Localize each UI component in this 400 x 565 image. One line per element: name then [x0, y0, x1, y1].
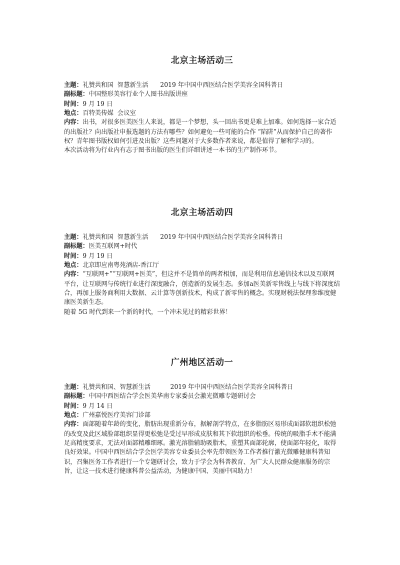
field-value: 医美互联网+时代: [88, 243, 138, 251]
field-label: 内容：: [64, 271, 83, 279]
field-label: 副标题：: [64, 243, 89, 251]
field-value: 百特美传媒 会议室: [82, 110, 136, 118]
field-label: 时间：: [64, 252, 83, 260]
field-label: 内容：: [64, 119, 83, 127]
subtitle-row: [64, 90, 340, 99]
section-title: 广州地区活动一: [170, 358, 234, 368]
field-value: 面部随着年龄的变化，脂肪出现重新分布，据解剖学特点，在多脂肪区易形成面部软组织松弛的改变及此区域脸部组织显得更松弛是受过早形成皮肤和其下软组织的松垂。传统的吸脂手术不能满足高精度要求，无法对面部精雕细琢。激光溶脂辅助吸脂术，重塑其面部轮廓，使面部年轻化，取得良好效果。中国中西医结合学会医学美容专业委员会率先带领医务工作者推行激光微雕健康科普知识，召集医务工作者进行一个专题研讨会，致力于学会为科普教育、为广大人民群众健康服务的宗旨，让这一技术进行健康科普公益活动，为健康中国、美丽中国助力！: [64, 421, 337, 476]
field-label: 内容：: [64, 421, 83, 429]
subtitle-row: [64, 392, 340, 401]
section-title: 北京主场活动三: [170, 56, 234, 66]
location-row: [64, 261, 340, 270]
field-value: 礼赞共和国 智慧新生活 2019 年中国中西医结合医学美容全国科普日: [82, 82, 284, 89]
time-row: [64, 402, 340, 411]
extra-paragraph: 随着 5G 时代到来一个新的时代，一个冲未见过的精彩世界！: [64, 308, 232, 316]
section-beijing-3: [64, 54, 340, 156]
extra-paragraph: 本次活动将为行业内有志于图书出版的医生们详细讲述一本书的生产制作环节。: [64, 147, 281, 155]
content-row: [64, 270, 340, 307]
theme-row: [64, 233, 340, 242]
field-label: 地点：: [64, 110, 83, 118]
field-label: 时间：: [64, 402, 83, 410]
field-value: 中国整形美容行业个人图书出版讲座: [88, 91, 188, 99]
location-row: [64, 109, 340, 118]
field-value: “互联网+”“互联网+医美”，但这并不是简单的两者相加，而是利用信息通信技术以及互联网平台，让互联网与传统行业进行深度融合，创造新的发展生态。多加a医美新零售线上与线下将深度结合，再加上服务商利用大数据、云计算等创新技术，构成了新零售的概念。实现财税法保理参维度健康医美新生态。: [64, 271, 340, 307]
section-title: 北京主场活动四: [170, 208, 234, 218]
field-value: 礼赞共和国 智慧新生活 2019 年中国中西医结合医学美容全国科普日: [82, 234, 284, 241]
content-row: [64, 420, 340, 476]
content-row: [64, 118, 340, 146]
field-value: 广州嘉悦医疗美容门诊部: [82, 412, 151, 420]
field-label: 主题：: [64, 384, 83, 391]
field-label: 主题：: [64, 234, 83, 241]
field-label: 副标题：: [64, 393, 89, 401]
location-row: [64, 411, 340, 420]
field-value: 9 月 19 日: [82, 100, 113, 108]
field-label: 地点：: [64, 412, 83, 420]
field-value: 礼赞共和国、智慧新生活 2019 年中国中西医结合医学美容全国科普日: [82, 384, 294, 391]
field-value: 中国中西医结合学会医美华南专家委员会激光微雕专题研讨会: [88, 393, 256, 401]
field-value: 北京即应南粤苑酒店-香江厅: [82, 262, 159, 270]
field-label: 地点：: [64, 262, 83, 270]
field-value: 出书，对很多医美医生人来说，都是一个梦想，头一回出书更是难上加难。如何选择一家合适的出版社？向出版社申报选题的方法有哪些？如何避免一些可能的合作 “陷阱”从而保护自己的著作权？青年图书版权如何引进及出版？这些问题对于大多数作者来说，都是值得了解和学习的。: [64, 119, 337, 146]
section-beijing-4: [64, 206, 340, 317]
field-label: 时间：: [64, 100, 83, 108]
field-value: 9 月 14 日: [82, 402, 113, 410]
theme-row: [64, 383, 340, 392]
time-row: [64, 252, 340, 261]
section-guangzhou-1: [64, 356, 340, 476]
field-label: 副标题：: [64, 91, 89, 99]
time-row: [64, 100, 340, 109]
field-label: 主题：: [64, 82, 83, 89]
subtitle-row: [64, 242, 340, 251]
theme-row: [64, 81, 340, 90]
field-value: 9 月 19 日: [82, 252, 113, 260]
